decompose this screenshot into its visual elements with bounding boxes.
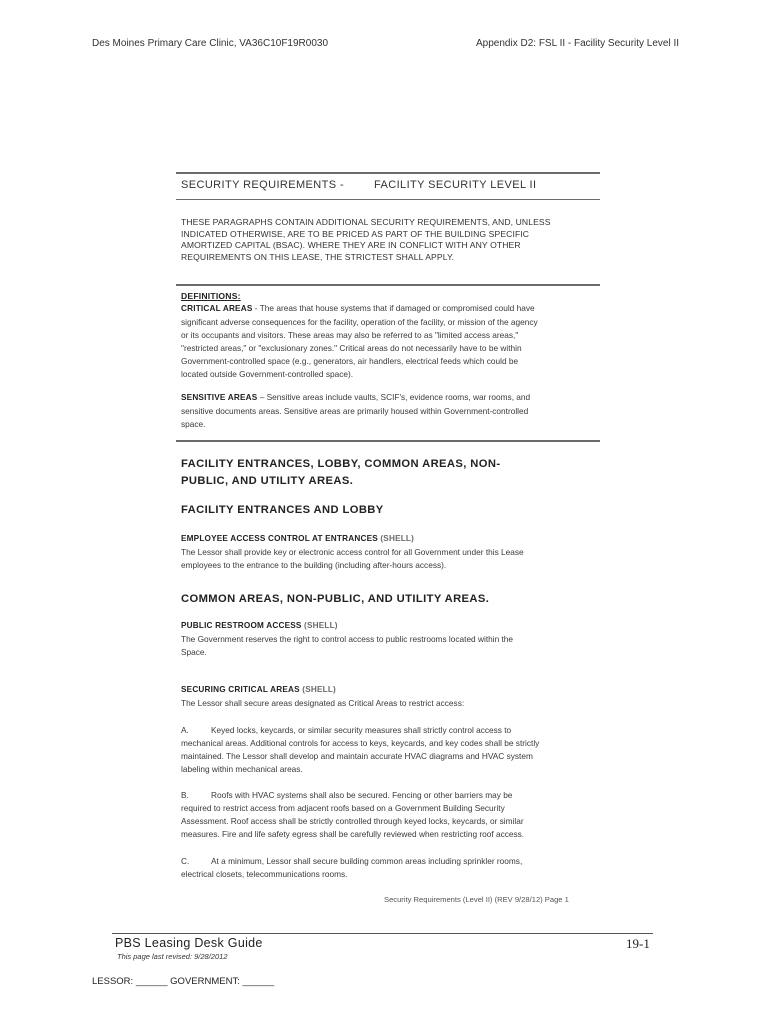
header-right: Appendix D2: FSL II - Facility Security Level II <box>476 38 680 49</box>
definition-line: located outside Government-controlled space). <box>181 368 354 379</box>
title-top-rule <box>176 172 600 174</box>
item-line: mechanical areas. Additional controls for access to keys, keycards, and key codes shall be strictly <box>181 737 540 748</box>
common-areas-heading: COMMON AREAS, NON-PUBLIC, AND UTILITY AREAS. <box>181 593 490 605</box>
list-item-a <box>181 724 599 776</box>
definitions-bottom-rule <box>176 440 600 442</box>
body-line: The Lessor shall provide key or electronic access control for all Government under this Lease <box>181 546 524 557</box>
guide-title: PBS Leasing Desk Guide <box>115 936 263 950</box>
definition-line: Government-controlled space (e.g., generators, air handlers, electrical feeds which could be <box>181 355 519 366</box>
page-footer-note: Security Requirements (Level II) (REV 9/28/12) Page 1 <box>384 895 569 904</box>
header-left: Des Moines Primary Care Clinic, VA36C10F19R0030 <box>92 38 329 49</box>
restroom-section <box>181 620 599 659</box>
item-first-line: Keyed locks, keycards, or similar security measures shall strictly control access to <box>211 724 512 735</box>
employee-access-section <box>181 533 599 572</box>
guide-page-number: 19-1 <box>626 936 650 951</box>
definition-line: sensitive documents areas. Sensitive areas are primarily housed within Government-controlled <box>181 406 529 417</box>
title-bottom-rule <box>176 199 600 200</box>
sensitive-areas-term: SENSITIVE AREAS <box>181 393 258 403</box>
item-line: measures. Fire and life safety egress shall be carefully reviewed when restricting roof access. <box>181 829 525 840</box>
item-first-line: At a minimum, Lessor shall secure building common areas including sprinkler rooms, <box>211 856 523 867</box>
item-label: A. <box>181 724 189 735</box>
list-item-b <box>181 789 599 841</box>
list-item-c <box>181 855 599 881</box>
section-title-text: SECURING CRITICAL AREAS <box>181 685 300 694</box>
body-line: The Government reserves the right to control access to public restrooms located within the <box>181 633 514 644</box>
shell-tag: (SHELL) <box>302 685 336 694</box>
intro-line: AMORTIZED CAPITAL (BSAC). WHERE THEY ARE IN CONFLICT WITH ANY OTHER <box>181 240 521 251</box>
definitions-top-rule <box>176 284 600 286</box>
critical-section <box>181 684 599 881</box>
section-title-text: EMPLOYEE ACCESS CONTROL AT ENTRANCES <box>181 534 378 543</box>
definition-line: space. <box>181 419 206 430</box>
signature-line: LESSOR: ______ GOVERNMENT: ______ <box>92 976 275 987</box>
guide-rule <box>112 933 653 934</box>
definitions-heading: DEFINITIONS: <box>181 291 241 301</box>
item-line: Assessment. Roof access shall be strictly controlled through keyed locks, keycards, or similar <box>181 816 524 827</box>
section-title-part2: FACILITY SECURITY LEVEL II <box>374 179 537 191</box>
shell-tag: (SHELL) <box>380 534 415 543</box>
section-title-text: PUBLIC RESTROOM ACCESS <box>181 621 302 630</box>
definition-line: "restricted areas," or "exclusionary zones." Critical areas do not necessarily have to be within <box>181 342 522 353</box>
item-label: C. <box>181 856 190 867</box>
employee-access-title <box>181 533 599 546</box>
critical-areas-term: CRITICAL AREAS <box>181 304 253 313</box>
item-label: B. <box>181 790 189 801</box>
guide-revised: This page last revised: 9/28/2012 <box>117 952 228 961</box>
facility-heading-line: PUBLIC, AND UTILITY AREAS. <box>181 474 354 487</box>
section-title-part1: SECURITY REQUIREMENTS - <box>181 179 345 191</box>
critical-areas-definition <box>181 302 599 380</box>
facility-heading <box>181 456 500 489</box>
intro-line: REQUIREMENTS ON THIS LEASE, THE STRICTEST SHALL APPLY. <box>181 251 455 262</box>
body-line: Space. <box>181 646 207 657</box>
body-line: employees to the entrance to the building (including after-hours access). <box>181 559 447 570</box>
critical-intro: The Lessor shall secure areas designated as Critical Areas to restrict access: <box>181 697 465 708</box>
definitions-block <box>181 291 599 431</box>
restroom-title <box>181 620 599 633</box>
definition-text: - The areas that house systems that if damaged or compromised could have <box>252 303 535 313</box>
item-line: maintained. The Lessor shall develop and maintain accurate HVAC diagrams and HVAC system <box>181 750 533 761</box>
item-line: labeling within mechanical areas. <box>181 763 303 774</box>
definition-text: – Sensitive areas include vaults, SCIF's, evidence rooms, war rooms, and <box>257 392 531 403</box>
item-line: required to restrict access from adjacent roofs based on a Government Building Security <box>181 803 505 814</box>
entrances-heading: FACILITY ENTRANCES AND LOBBY <box>181 504 384 516</box>
definition-line: significant adverse consequences for the facility, operation of the facility, or mission of the agency <box>181 316 538 327</box>
shell-tag: (SHELL) <box>304 621 338 630</box>
critical-title <box>181 684 599 697</box>
intro-line: THESE PARAGRAPHS CONTAIN ADDITIONAL SECURITY REQUIREMENTS, AND, UNLESS <box>181 217 551 227</box>
item-first-line: Roofs with HVAC systems shall also be secured. Fencing or other barriers may be <box>211 790 513 801</box>
item-line: electrical closets, telecommunications rooms. <box>181 868 348 879</box>
sensitive-areas-definition <box>181 391 599 431</box>
intro-paragraph <box>181 217 599 263</box>
intro-line: INDICATED OTHERWISE, ARE TO BE PRICED AS PART OF THE BUILDING SPECIFIC <box>181 228 530 239</box>
facility-heading-line: FACILITY ENTRANCES, LOBBY, COMMON AREAS, NON- <box>181 458 501 470</box>
definition-line: or its occupants and visitors. These areas may also be referred to as "limited access areas," <box>181 329 519 340</box>
